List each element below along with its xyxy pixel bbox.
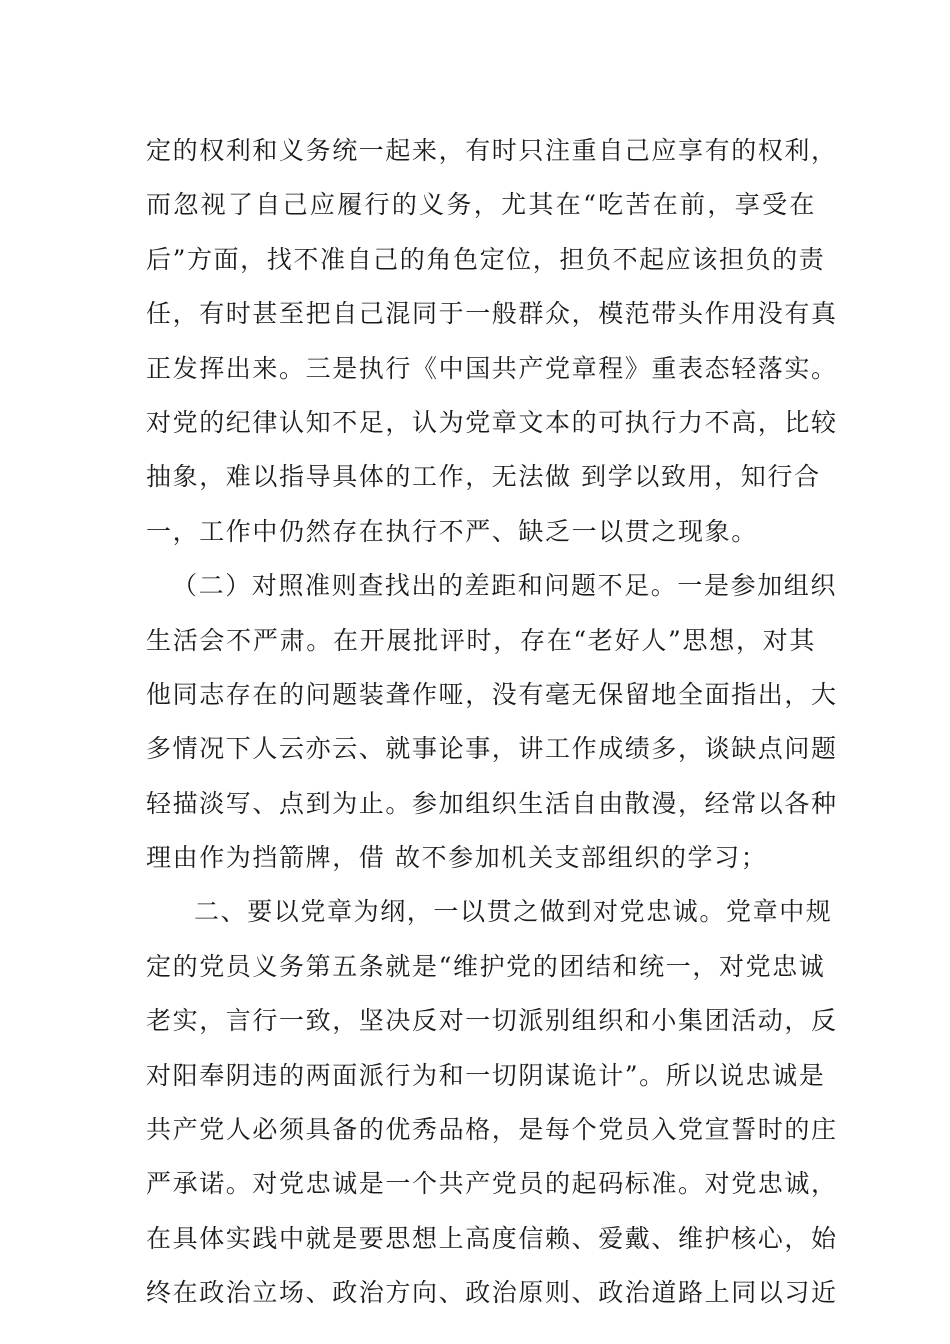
text-line: 一，工作中仍然存在执行不严、缺乏一以贯之现象。 (146, 516, 758, 546)
body-text (146, 131, 838, 1328)
text-line: 生活会不严肃。在开展批评时，存在“老好人”思想，对其 (146, 625, 816, 655)
text-line: 轻描淡写、点到为止。参加组织生活自由散漫，经常以各种 (146, 788, 838, 818)
text-line: 终在政治立场、政治方向、政治原则、政治道路上同以习近 (146, 1278, 838, 1308)
text-line: 定的权利和义务统一起来，有时只注重自己应享有的权利， (146, 136, 838, 165)
text-line: 定的党员义务第五条就是“维护党的团结和统一，对党忠诚 (146, 951, 826, 981)
text-line: 老实，言行一致，坚决反对一切派别组织和小集团活动，反 (146, 1006, 838, 1036)
text-line: 后”方面，找不准自己的角色定位，担负不起应该担负的责 (146, 244, 826, 274)
section-heading-line: （二）对照准则查找出的差距和问题不足。一是参加组织 (172, 571, 838, 601)
text-line: 对阳奉阴违的两面派行为和一切阴谋诡计”。所以说忠诚是 (146, 1060, 826, 1090)
text-line: 抽象，难以指导具体的工作，无法做 到学以致用，知行合 (146, 462, 821, 492)
text-line: 严承诺。对党忠诚是一个共产党员的起码标准。对党忠诚， (146, 1169, 838, 1199)
section-heading-line: 二、要以党章为纲，一以贯之做到对党忠诚。党章中规 (194, 897, 833, 927)
text-line: 任，有时甚至把自己混同于一般群众，模范带头作用没有真 (146, 299, 838, 329)
text-line: 在具体实践中就是要思想上高度信赖、爱戴、维护核心，始 (146, 1223, 838, 1253)
text-line: 多情况下人云亦云、就事论事，讲工作成绩多，谈缺点问题 (146, 734, 838, 764)
text-line: 理由作为挡箭牌，借 故不参加机关支部组织的学习； (146, 843, 768, 873)
text-line: 对党的纪律认知不足，认为党章文本的可执行力不高，比较 (146, 407, 838, 437)
text-line: 而忽视了自己应履行的义务，尤其在“吃苦在前，享受在 (146, 190, 816, 220)
text-line: 他同志存在的问题装聋作哑，没有毫无保留地全面指出，大 (146, 679, 838, 709)
text-line: 共产党人必须具备的优秀品格，是每个党员入党宣誓时的庄 (146, 1115, 838, 1145)
text-line: 正发挥出来。三是执行《中国共产党章程》重表态轻落实。 (146, 353, 838, 383)
